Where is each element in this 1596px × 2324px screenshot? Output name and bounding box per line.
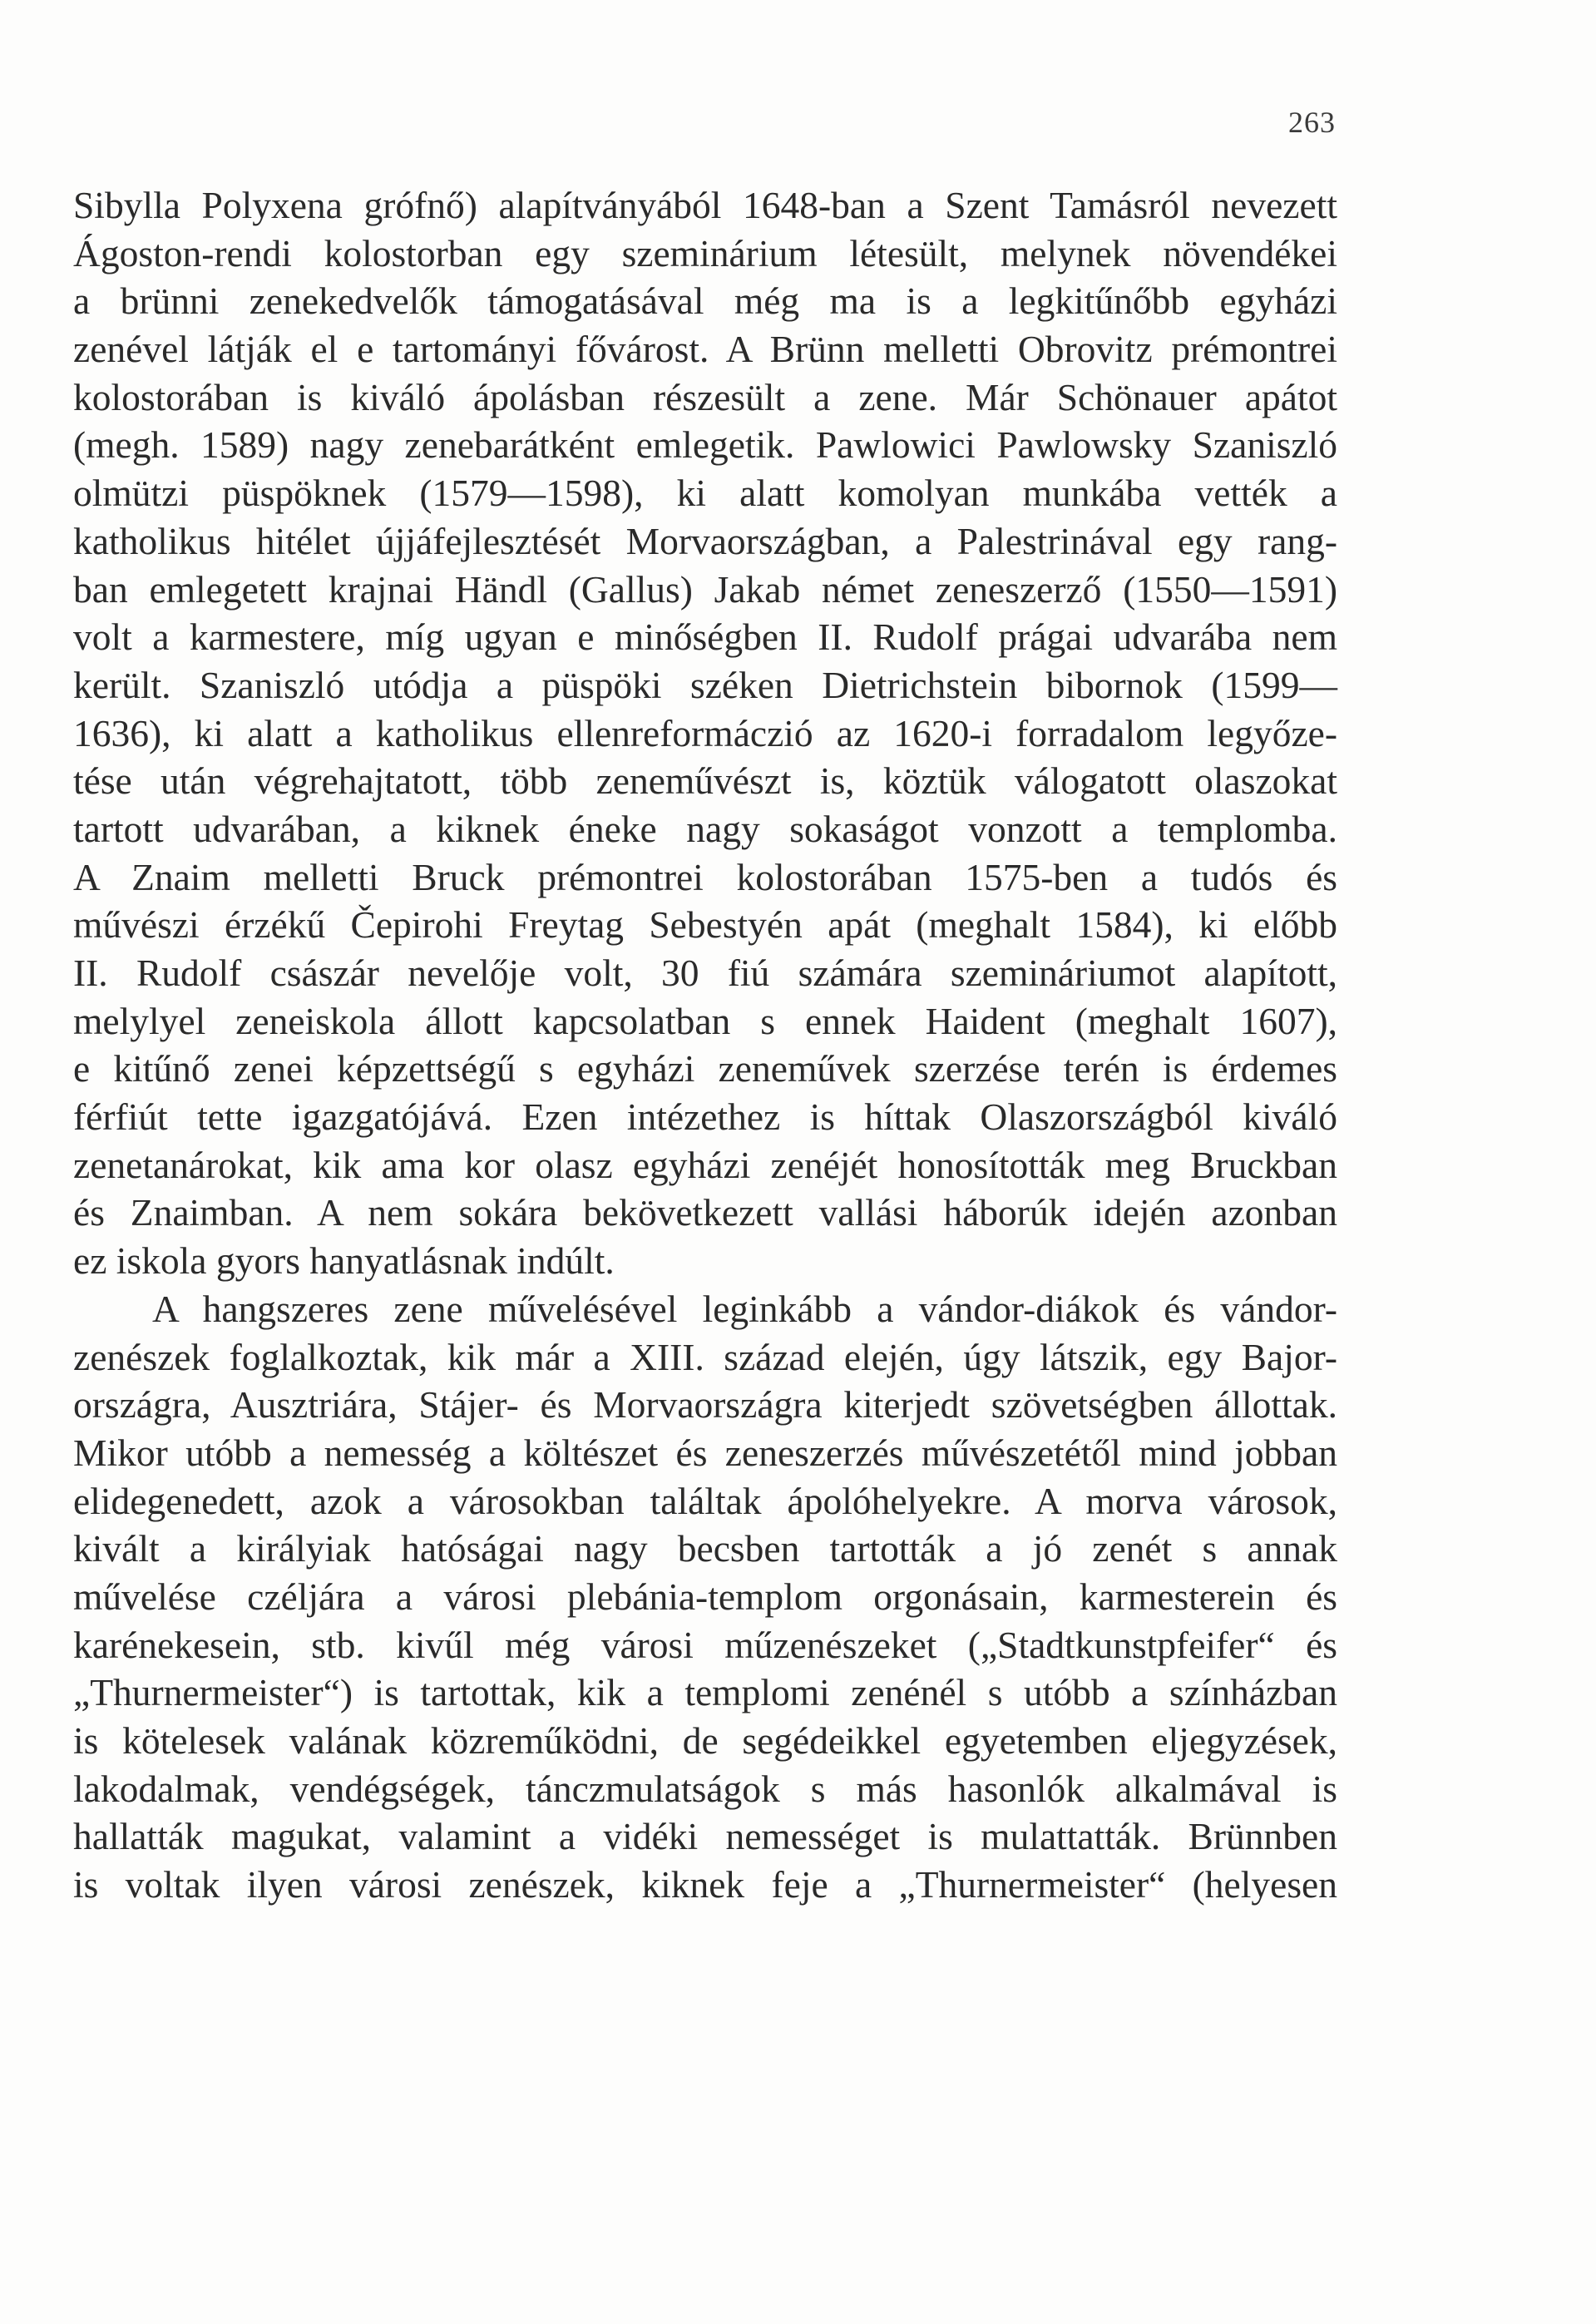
text-line: e kitűnő zenei képzettségű s egyházi zeneművek szerzése terén is érdemes bbox=[73, 1047, 1337, 1090]
text-line: is kötelesek valának közreműködni, de segédeikkel egyetemben eljegyzések, bbox=[73, 1719, 1337, 1762]
text-line: férfiút tette igazgatójává. Ezen intézethez is híttak Olaszországból kiváló bbox=[73, 1095, 1337, 1139]
text-line: zenetanárokat, kik ama kor olasz egyházi zenéjét honosították meg Bruckban bbox=[73, 1143, 1337, 1186]
text-line: elidegenedett, azok a városokban találtak ápolóhelyekre. A morva városok, bbox=[73, 1479, 1337, 1522]
text-line: került. Szaniszló utódja a püspöki széken Dietrichstein bibornok (1599— bbox=[73, 663, 1337, 706]
body-text bbox=[73, 181, 1337, 1909]
text-line: A hangszeres zene művelésével leginkább a vándor-diákok és vándor- bbox=[152, 1287, 1337, 1330]
text-line: hallatták magukat, valamint a vidéki nemességet is mulattatták. Brünnben bbox=[73, 1815, 1337, 1858]
text-line: ez iskola gyors hanyatlásnak indúlt. bbox=[73, 1239, 615, 1283]
text-line: olmützi püspöknek (1579—1598), ki alatt komolyan munkába vették a bbox=[73, 472, 1337, 515]
text-line: „Thurnermeister“) is tartottak, kik a templomi zenénél s utóbb a színházban bbox=[73, 1671, 1337, 1714]
page-number: 263 bbox=[1288, 106, 1336, 139]
text-line: és Znaimban. A nem sokára bekövetkezett vallási háborúk idején azonban bbox=[73, 1191, 1337, 1234]
text-line: melylyel zeneiskola állott kapcsolatban s ennek Haident (meghalt 1607), bbox=[73, 999, 1337, 1042]
text-line: zenével látják el e tartományi fővárost. A Brünn melletti Obrovitz prémontrei bbox=[73, 328, 1337, 371]
text-line: Ágoston-rendi kolostorban egy szeminárium létesült, melynek növendékei bbox=[73, 231, 1337, 274]
text-line: kivált a királyiak hatóságai nagy becsben tartották a jó zenét s annak bbox=[73, 1527, 1337, 1570]
text-line: volt a karmestere, míg ugyan e minőségben II. Rudolf prágai udvarába nem bbox=[73, 616, 1337, 659]
text-line: karénekesein, stb. kivűl még városi műzenészeket („Stadtkunstpfeifer“ és bbox=[73, 1623, 1337, 1666]
text-line: zenészek foglalkoztak, kik már a XIII. század elején, úgy látszik, egy Bajor- bbox=[73, 1335, 1337, 1378]
text-line: II. Rudolf császár nevelője volt, 30 fiú számára szemináriumot alapított, bbox=[73, 952, 1337, 994]
text-line: (megh. 1589) nagy zenebarátként emlegetik. Pawlowici Pawlowsky Szaniszló bbox=[73, 423, 1337, 467]
text-line: Mikor utóbb a nemesség a költészet és zeneszerzés művészetétől mind jobban bbox=[73, 1431, 1337, 1474]
text-line: katholikus hitélet újjáfejlesztését Morvaországban, a Palestrinával egy rang- bbox=[73, 519, 1337, 562]
text-line: 1636), ki alatt a katholikus ellenreformáczió az 1620-i forradalom legyőze- bbox=[73, 711, 1337, 754]
text-line: a brünni zenekedvelők támogatásával még ma is a legkitűnőbb egyházi bbox=[73, 279, 1337, 323]
text-line: tése után végrehajtatott, több zeneművészt is, köztük válogatott olaszokat bbox=[73, 759, 1337, 803]
text-line: ban emlegetett krajnai Händl (Gallus) Jakab német zeneszerző (1550—1591) bbox=[73, 567, 1337, 611]
text-line: kolostorában is kiváló ápolásban részesült a zene. Már Schönauer apátot bbox=[73, 375, 1337, 418]
text-line: művelése czéljára a városi plebánia-templom orgonásain, karmesterein és bbox=[73, 1575, 1337, 1618]
text-line: is voltak ilyen városi zenészek, kiknek feje a „Thurnermeister“ (helyesen bbox=[73, 1863, 1337, 1906]
text-line: országra, Ausztriára, Stájer- és Morvaországra kiterjedt szövetségben állottak. bbox=[73, 1383, 1337, 1427]
text-line: lakodalmak, vendégségek, tánczmulatságok s más hasonlók alkalmával is bbox=[73, 1767, 1337, 1810]
text-line: Sibylla Polyxena grófnő) alapítványából 1648-ban a Szent Tamásról nevezett bbox=[73, 184, 1337, 226]
text-line: művészi érzékű Čepirohi Freytag Sebestyén apát (meghalt 1584), ki előbb bbox=[73, 903, 1337, 947]
text-line: A Znaim melletti Bruck prémontrei kolostorában 1575-ben a tudós és bbox=[73, 855, 1337, 898]
text-line: tartott udvarában, a kiknek éneke nagy sokaságot vonzott a templomba. bbox=[73, 807, 1337, 850]
